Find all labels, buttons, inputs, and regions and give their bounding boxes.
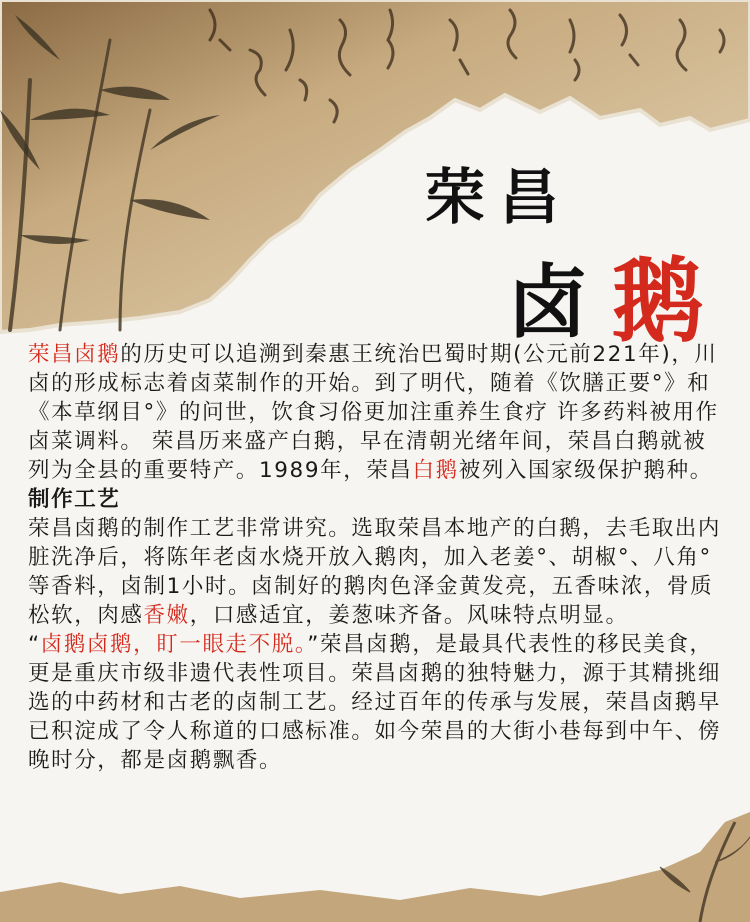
closing-paragraph <box>28 630 722 775</box>
intro-highlight-2: 白鹅 <box>412 458 459 483</box>
closing-quote-open: “ <box>28 632 41 657</box>
title-char-red: 鹅 <box>612 247 709 355</box>
intro-text-a: 的历史可以追溯到秦惠王统治巴蜀时期(公元前221年)，川卤的形成标志着卤菜制作的开始。到了明代，随着《饮膳正要°》和《本草纲目°》的问世，饮食习俗更加注重养生食疗 许多药料被用作卤菜调料。 荣昌历来盛产白鹅，早在清朝光绪年间，荣昌白鹅就被列为全县的重要特产。1989年，荣昌 <box>28 342 719 483</box>
closing-highlight: 卤鹅卤鹅，盯一眼走不脱。 <box>40 632 308 657</box>
section-text-b: ，口感适宜，姜葱味齐备。风味特点明显。 <box>189 603 629 628</box>
footer-parchment-art <box>0 782 750 922</box>
title-line-1: 荣昌 <box>425 163 573 233</box>
section-heading: 制作工艺 <box>28 487 121 512</box>
intro-text-b: 被列入国家级保护鹅种。 <box>458 458 713 483</box>
article-body <box>28 340 722 775</box>
section-paragraph <box>28 514 722 630</box>
intro-highlight: 荣昌卤鹅 <box>28 342 121 367</box>
title-char-black: 卤 <box>508 255 592 349</box>
closing-text: ”荣昌卤鹅，是最具代表性的移民美食，更是重庆市级非遗代表性项目。荣昌卤鹅的独特魅力，源于其精挑细选的中药材和古老的卤制工艺。经过百年的传承与发展，荣昌卤鹅早已积淀成了令人称道的口感标准。如今荣昌的大街小巷每到中午、傍晚时分，都是卤鹅飘香。 <box>28 632 722 773</box>
section-highlight: 香嫩 <box>143 603 190 628</box>
intro-paragraph <box>28 340 722 485</box>
section-text-a: 荣昌卤鹅的制作工艺非常讲究。选取荣昌本地产的白鹅，去毛取出内脏洗净后，将陈年老卤水烧开放入鹅肉，加入老姜°、胡椒°、八角°等香料，卤制1小时。卤制好的鹅肉色泽金黄发亮，五香味浓，骨质松软，肉感 <box>28 516 722 628</box>
